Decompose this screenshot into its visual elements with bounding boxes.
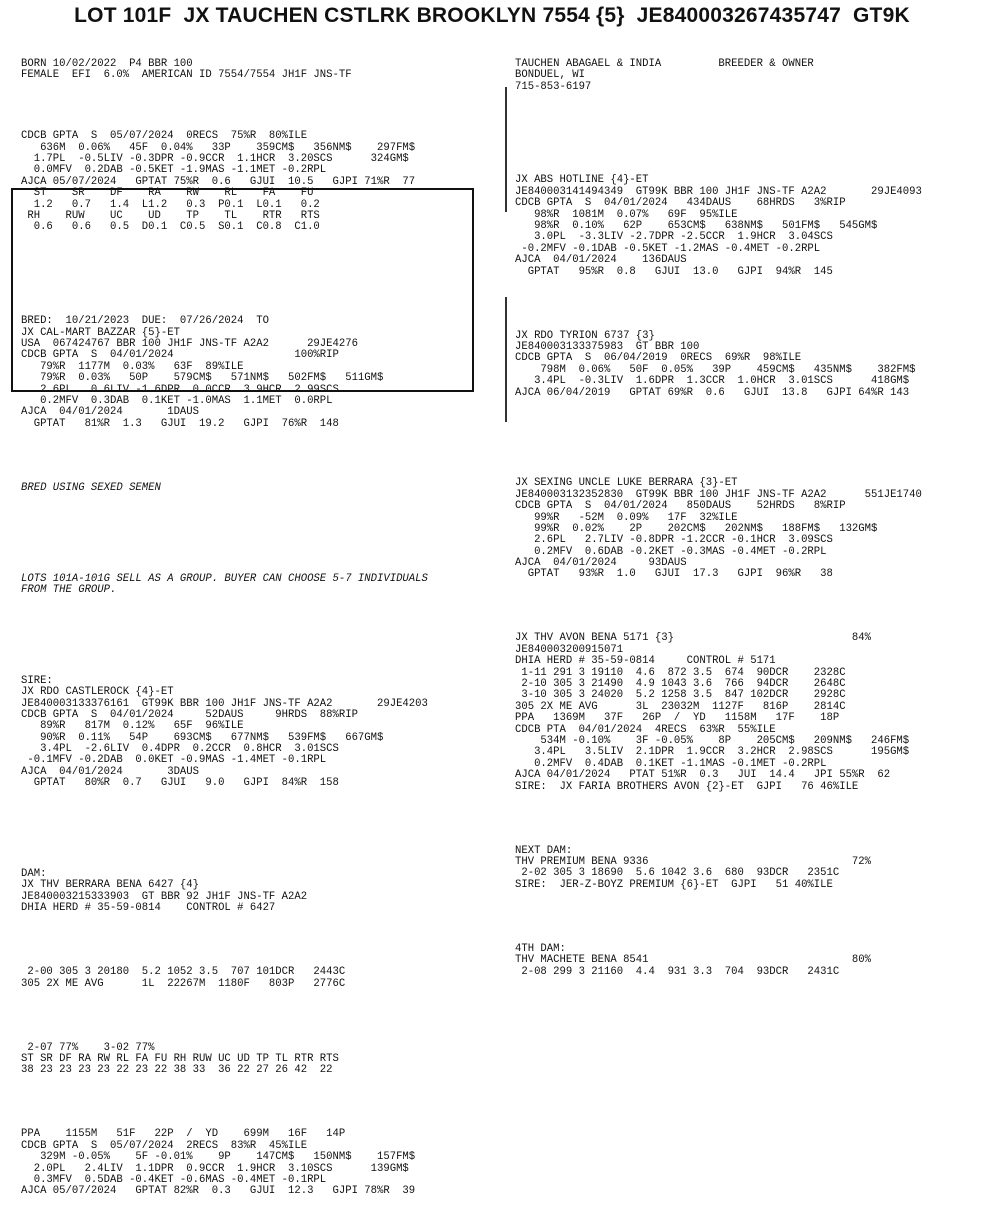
abs-hotline-section-line: GPTAT 95%R 0.8 GJUI 13.0 GJPI 94%R 145: [515, 265, 833, 278]
sire-section-line: AJCA 04/01/2024 3DAUS: [21, 765, 200, 778]
sire-section-line: 89%R 817M 0.12% 65F 96%ILE: [21, 720, 244, 733]
sexing-uncle-section-line: CDCB GPTA S 04/01/2024 850DAUS 52HRDS 8%RIP: [515, 500, 846, 513]
fourth-dam-section: [515, 944, 922, 978]
sire-section-line: 90%R 0.11% 54P 693CM$ 677NM$ 539FM$ 667GM$: [21, 731, 384, 744]
avon-bena-section-line: PPA 1369M 37F 26P / YD 1158M 17F 18P: [515, 712, 840, 725]
dam-section-line: JX THV BERRARA BENA 6427 {4}: [21, 879, 200, 892]
dam-records-line: 305 2X ME AVG 1L 22267M 1180F 803P 2776C: [21, 977, 346, 990]
bred-section-line: CDCB GPTA S 04/01/2024 100%RIP: [21, 349, 339, 362]
dam-records: [21, 967, 428, 990]
abs-hotline-section-line: 98%R 0.10% 62P 653CM$ 638NM$ 501FM$ 545GM$: [515, 219, 878, 232]
dam-classification: [21, 1043, 428, 1077]
pedigree-bar-2: [505, 297, 507, 422]
owner-info-line: 715-853-6197: [515, 80, 592, 93]
sexing-uncle-section-line: 99%R 0.02% 2P 202CM$ 202NM$ 188FM$ 132GM$: [515, 522, 878, 535]
avon-bena-section-line: 1-11 291 3 19110 4.6 872 3.5 674 90DCR 2328C: [515, 666, 846, 679]
fourth-dam-section-line: THV MACHETE BENA 8541 80%: [515, 954, 872, 967]
avon-bena-section-line: 2-10 305 3 21490 4.9 1043 3.6 766 94DCR 2648C: [515, 678, 846, 691]
sire-section-line: CDCB GPTA S 04/01/2024 52DAUS 9HRDS 88%RIP: [21, 708, 358, 721]
lots-note-line: LOTS 101A-101G SELL AS A GROUP. BUYER CAN CHOOSE 5-7 INDIVIDUALS: [21, 572, 428, 585]
lots-note-line: FROM THE GROUP.: [21, 583, 117, 596]
dam-classification-line: 38 23 23 23 23 22 23 22 38 33 36 22 27 26 42 22: [21, 1064, 333, 1077]
sexing-uncle-section: [515, 478, 922, 581]
owner-info: [515, 59, 922, 93]
fourth-dam-section-line: 4TH DAM:: [515, 942, 566, 955]
avon-bena-section: [515, 633, 922, 792]
sexing-uncle-section-line: JX SEXING UNCLE LUKE BERRARA {3}-ET: [515, 477, 738, 490]
sexing-uncle-section-line: AJCA 04/01/2024 93DAUS: [515, 557, 687, 570]
bred-box: [11, 188, 474, 392]
avon-bena-section-line: 534M -0.10% 3F -0.05% 8P 205CM$ 209NM$ 246FM$: [515, 735, 910, 747]
next-dam-section-line: NEXT DAM:: [515, 844, 573, 857]
dam-section: [21, 869, 428, 915]
sexing-uncle-section-line: 2.6PL 2.7LIV -0.8DPR -1.2CCR -0.1HCR 3.09SCS: [515, 534, 833, 547]
sire-section-line: 3.4PL -2.6LIV 0.4DPR 0.2CCR 0.8HCR 3.01SCS: [21, 743, 339, 756]
next-dam-section-line: 2-02 305 3 18690 5.6 1042 3.6 680 93DCR 2351C: [515, 867, 840, 880]
avon-bena-section-line: 0.2MFV 0.4DAB 0.1KET -1.1MAS -0.1MET -0.2RPL: [515, 757, 827, 770]
dam-records-line: 2-00 305 3 20180 5.2 1052 3.5 707 101DCR 2443C: [21, 966, 346, 979]
dam-classification-line: ST SR DF RA RW RL FA FU RH RUW UC UD TP TL RTR RTS: [21, 1053, 339, 1066]
avon-bena-section-line: AJCA 04/01/2024 PTAT 51%R 0.3 JUI 14.4 JPI 55%R 62: [515, 769, 891, 782]
animal-header-line: FEMALE EFI 6.0% AMERICAN ID 7554/7554 JH1F JNS-TF: [21, 69, 352, 82]
sexing-uncle-section-line: GPTAT 93%R 1.0 GJUI 17.3 GJPI 96%R 38: [515, 568, 833, 581]
next-dam-section: [515, 846, 922, 892]
owner-info-line: BONDUEL, WI: [515, 69, 585, 82]
bred-section-line: AJCA 04/01/2024 1DAUS: [21, 406, 200, 419]
lots-note: [21, 574, 428, 597]
bred-section-line: USA 067424767 BBR 100 JH1F JNS-TF A2A2 29JE4276: [21, 337, 358, 350]
rdo-tyrion-section: [515, 331, 922, 399]
avon-bena-section-line: JX THV AVON BENA 5171 {3} 84%: [515, 632, 872, 645]
sexing-uncle-section-line: JE840003132352830 GT99K BBR 100 JH1F JNS-TF A2A2 551JE1740: [515, 488, 922, 501]
fourth-dam-section-line: 2-08 299 3 21160 4.4 931 3.3 704 93DCR 2431C: [515, 965, 840, 978]
animal-genomics-line: AJCA 05/07/2024 GPTAT 75%R 0.6 GJUI 10.5 GJPI 71%R 77: [21, 175, 416, 188]
sire-section: [21, 676, 428, 790]
bred-section-line: 79%R 1177M 0.03% 63F 89%ILE: [21, 360, 244, 373]
bred-note: BRED USING SEXED SEMEN: [21, 481, 161, 494]
sire-section-line: -0.1MFV -0.2DAB 0.0KET -0.9MAS -1.4MET -0.1RPL: [21, 754, 327, 767]
bred-section-line: 79%R 0.03% 50P 579CM$ 571NM$ 502FM$ 511GM$: [21, 372, 384, 385]
lot-title: LOT 101F JX TAUCHEN CSTLRK BROOKLYN 7554 {5} JE840003267435747 GT9K: [74, 4, 910, 27]
next-dam-section-line: SIRE: JER-Z-BOYZ PREMIUM {6}-ET GJPI 51 40%ILE: [515, 878, 833, 891]
animal-header-line: BORN 10/02/2022 P4 BBR 100: [21, 57, 193, 70]
avon-bena-section-line: 305 2X ME AVG 3L 23032M 1127F 816P 2814C: [515, 700, 846, 713]
abs-hotline-section-line: -0.2MFV -0.1DAB -0.5KET -1.2MAS -0.4MET -0.2RPL: [515, 242, 821, 255]
next-dam-section-line: THV PREMIUM BENA 9336 72%: [515, 855, 872, 868]
sire-section-line: JE840003133376161 GT99K BBR 100 JH1F JNS-TF A2A2 29JE4203: [21, 697, 428, 710]
abs-hotline-section: [515, 175, 922, 278]
owner-info-line: TAUCHEN ABAGAEL & INDIA BREEDER & OWNER: [515, 57, 814, 70]
rdo-tyrion-section-line: 798M 0.06% 50F 0.05% 39P 459CM$ 435NM$ 382FM$: [515, 363, 916, 376]
rdo-tyrion-section-line: 3.4PL -0.3LIV 1.6DPR 1.3CCR 1.0HCR 3.01SCS 418GM$: [515, 375, 910, 388]
animal-genomics-line: 1.7PL -0.5LIV -0.3DPR -0.9CCR 1.1HCR 3.20SCS 324GM$: [21, 153, 409, 165]
bred-section-line: JX CAL-MART BAZZAR {5}-ET: [21, 326, 180, 339]
bred-section-line: 2.6PL 0.6LIV -1.6DPR 0.0CCR 3.9HCR 2.99SCS: [21, 383, 339, 396]
sire-section-line: JX RDO CASTLEROCK {4}-ET: [21, 686, 174, 699]
abs-hotline-section-line: JE840003141494349 GT99K BBR 100 JH1F JNS-TF A2A2 29JE4093: [515, 185, 922, 198]
avon-bena-section-line: SIRE: JX FARIA BROTHERS AVON {2}-ET GJPI 76 46%ILE: [515, 780, 859, 793]
sexing-uncle-section-line: 0.2MFV 0.6DAB -0.2KET -0.3MAS -0.4MET -0.2RPL: [515, 545, 827, 558]
dam-section-line: DHIA HERD # 35-59-0814 CONTROL # 6427: [21, 902, 276, 915]
abs-hotline-section-line: 98%R 1081M 0.07% 69F 95%ILE: [515, 208, 738, 221]
sire-section-line: SIRE:: [21, 674, 53, 687]
abs-hotline-section-line: CDCB GPTA S 04/01/2024 434DAUS 68HRDS 3%RIP: [515, 197, 846, 210]
avon-bena-section-line: CDCB PTA 04/01/2024 4RECS 63%R 55%ILE: [515, 723, 776, 736]
rdo-tyrion-section-line: JX RDO TYRION 6737 {3}: [515, 329, 655, 342]
dam-section-line: JE840003215333903 GT BBR 92 JH1F JNS-TF A2A2: [21, 890, 308, 903]
rdo-tyrion-section-line: AJCA 06/04/2019 GPTAT 69%R 0.6 GJUI 13.8 GJPI 64%R 143: [515, 386, 910, 399]
rdo-tyrion-section-line: CDCB GPTA S 06/04/2019 0RECS 69%R 98%ILE: [515, 352, 802, 365]
rdo-tyrion-section-line: JE840003133375983 GT BBR 100: [515, 340, 700, 353]
right-column: [515, 36, 922, 989]
abs-hotline-section-line: AJCA 04/01/2024 136DAUS: [515, 254, 687, 267]
dam-ppa: [21, 1129, 428, 1197]
dam-ppa-line: 0.3MFV 0.5DAB -0.4KET -0.6MAS -0.4MET -0.1RPL: [21, 1174, 327, 1187]
sexing-uncle-section-line: 99%R -52M 0.09% 17F 32%ILE: [515, 511, 738, 524]
sire-section-line: GPTAT 80%R 0.7 GJUI 9.0 GJPI 84%R 158: [21, 777, 339, 790]
animal-genomics-line: CDCB GPTA S 05/07/2024 0RECS 75%R 80%ILE: [21, 130, 308, 143]
abs-hotline-section-line: JX ABS HOTLINE {4}-ET: [515, 174, 649, 187]
animal-genomics-line: RH RUW UC UD TP TL RTR RTS: [21, 209, 320, 222]
avon-bena-section-line: 3.4PL 3.5LIV 2.1DPR 1.9CCR 3.2HCR 2.98SCS 195GM$: [515, 746, 910, 759]
pedigree-bar-1: [505, 87, 507, 212]
dam-section-line: DAM:: [21, 868, 47, 881]
dam-ppa-line: 2.0PL 2.4LIV 1.1DPR 0.9CCR 1.9HCR 3.10SCS 139GM$: [21, 1162, 409, 1175]
animal-genomics-line: 636M 0.06% 45F 0.04% 33P 359CM$ 356NM$ 297FM$: [21, 141, 416, 154]
bred-section-line: 0.2MFV 0.3DAB 0.1KET -1.0MAS 1.1MET 0.0RPL: [21, 394, 333, 407]
dam-ppa-line: PPA 1155M 51F 22P / YD 699M 16F 14P: [21, 1128, 346, 1141]
abs-hotline-section-line: 3.0PL -3.3LIV -2.7DPR -2.5CCR 1.9HCR 3.04SCS: [515, 231, 833, 244]
dam-classification-line: 2-07 77% 3-02 77%: [21, 1041, 155, 1054]
animal-header: [21, 59, 428, 82]
avon-bena-section-line: JE840003200915071: [515, 643, 624, 656]
animal-genomics-line: 0.6 0.6 0.5 D0.1 C0.5 S0.1 C0.8 C1.0: [21, 221, 320, 234]
animal-genomics-line: 0.0MFV 0.2DAB -0.5KET -1.9MAS -1.1MET -0.2RPL: [21, 164, 327, 177]
bred-section-line: GPTAT 81%R 1.3 GJUI 19.2 GJPI 76%R 148: [21, 417, 339, 430]
avon-bena-section-line: DHIA HERD # 35-59-0814 CONTROL # 5171: [515, 655, 776, 668]
animal-genomics-line: ST SR DF RA RW RL FA FU: [21, 187, 314, 200]
avon-bena-section-line: 3-10 305 3 24020 5.2 1258 3.5 847 102DCR 2928C: [515, 689, 846, 702]
dam-ppa-line: CDCB GPTA S 05/07/2024 2RECS 83%R 45%ILE: [21, 1139, 308, 1152]
bred-section-line: BRED: 10/21/2023 DUE: 07/26/2024 TO: [21, 315, 269, 328]
dam-ppa-line: 329M -0.05% 5F -0.01% 9P 147CM$ 150NM$ 157FM$: [21, 1151, 416, 1164]
animal-genomics-line: 1.2 0.7 1.4 L1.2 0.3 P0.1 L0.1 0.2: [21, 198, 320, 211]
dam-ppa-line: AJCA 05/07/2024 GPTAT 82%R 0.3 GJUI 12.3 GJPI 78%R 39: [21, 1185, 416, 1198]
